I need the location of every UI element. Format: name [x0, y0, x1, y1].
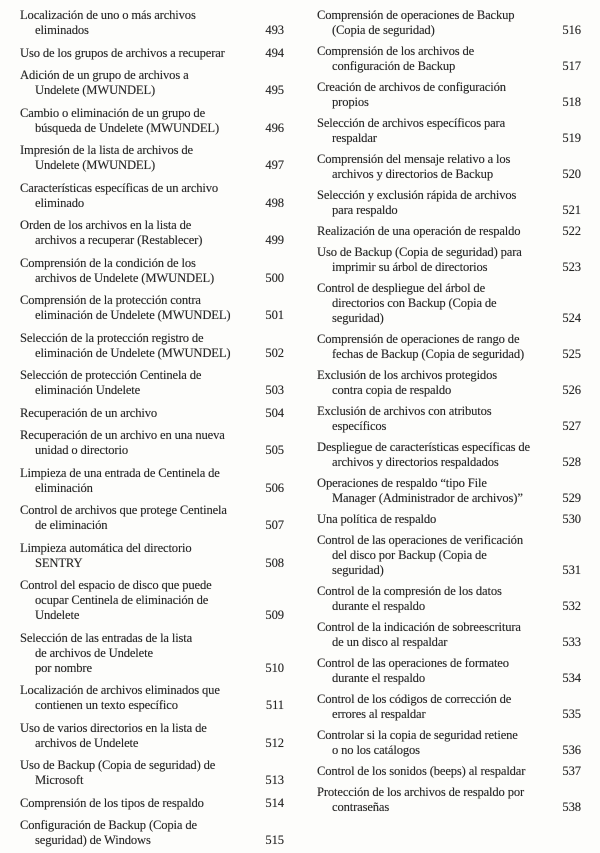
toc-entry-title [20, 406, 250, 421]
toc-entry-page-number: 536 [562, 743, 581, 757]
toc-entry [317, 224, 581, 239]
toc-entry-page-number: 519 [562, 131, 581, 145]
toc-entry-line: Impresión de la lista de archivos de [20, 143, 193, 157]
toc-entry-line: archivos y directorios de Backup [332, 167, 493, 181]
toc-entry [317, 332, 581, 362]
toc-entry [317, 584, 581, 614]
toc-entry-line: Undelete [35, 608, 80, 622]
toc-entry-title [317, 785, 547, 815]
toc-entry-title [20, 68, 250, 98]
toc-entry-line: unidad o directorio [35, 443, 128, 457]
toc-entry [317, 785, 581, 815]
toc-entry-line: respaldar [332, 131, 377, 145]
toc-entry-page-number: 500 [265, 270, 284, 285]
toc-entry-line: Exclusión de los archivos protegidos [317, 368, 497, 382]
toc-entry-line: Control de archivos que protege Centinela [20, 503, 227, 517]
toc-entry-line: Control de las operaciones de verificación [317, 533, 523, 547]
toc-entry-title [317, 692, 547, 722]
toc-entry-line: Una política de respaldo [317, 512, 437, 526]
toc-entry-page-number: 514 [265, 795, 284, 810]
toc-entry-page-number: 533 [562, 635, 581, 649]
toc-entry [20, 181, 284, 211]
toc-entry [317, 620, 581, 650]
toc-entry-page-number: 504 [265, 405, 284, 420]
toc-entry [317, 44, 581, 74]
toc-entry-line: directorios con Backup (Copia de [332, 296, 497, 310]
toc-entry [20, 578, 284, 623]
toc-entry [317, 476, 581, 506]
toc-entry-title [20, 578, 250, 623]
toc-entry-page-number: 495 [265, 83, 284, 97]
toc-entry-title [20, 8, 250, 38]
toc-entry-line: Manager (Administrador de archivos)” [332, 491, 523, 505]
toc-entry-line: Control de despliegue del árbol de [317, 281, 486, 295]
toc-entry-line: contraseñas [332, 800, 390, 814]
toc-entry-title [20, 683, 250, 713]
toc-entry-line: Limpieza automática del directorio [20, 540, 192, 555]
toc-entry-title [317, 584, 547, 614]
toc-entry-page-number: 530 [562, 512, 581, 526]
toc-entry-line: configuración de Backup [332, 59, 456, 73]
toc-entry [317, 80, 581, 110]
toc-entry-title [20, 758, 250, 788]
toc-entry-line: Control de la compresión de los datos [317, 584, 502, 598]
toc-entry-page-number: 502 [265, 345, 284, 360]
toc-entry-line: Localización de archivos eliminados que [20, 683, 220, 697]
toc-entry [317, 8, 581, 38]
toc-entry-line: eliminación de Undelete (MWUNDEL) [35, 345, 231, 360]
toc-entry [317, 245, 581, 275]
toc-entry-line: Microsoft [35, 773, 84, 787]
toc-entry-line: archivos de Undelete (MWUNDEL) [35, 270, 215, 285]
toc-entry-line: Recuperación de un archivo [20, 405, 158, 420]
toc-entry-page-number: 529 [562, 491, 581, 505]
toc-entry-line: durante el respaldo [332, 671, 425, 685]
toc-entry-page-number: 493 [265, 23, 284, 37]
toc-entry-line: Protección de los archivos de respaldo por [317, 785, 525, 799]
toc-entry [20, 631, 284, 676]
toc-entry [20, 68, 284, 98]
toc-entry-page-number: 522 [562, 224, 581, 238]
toc-entry-page-number: 508 [265, 555, 284, 570]
toc-entry [20, 503, 284, 533]
toc-entry-page-number: 509 [265, 608, 284, 622]
toc-entry-line: seguridad) [332, 563, 384, 577]
toc-entry-line: eliminación [35, 480, 93, 495]
toc-entry-line: Controlar si la copia de seguridad retiene [317, 728, 518, 742]
toc-entry-page-number: 494 [265, 45, 284, 60]
toc-entry-line: Uso de varios directorios en la lista de [20, 720, 207, 735]
toc-entry-page-number: 518 [562, 95, 581, 109]
toc-entry-line: Comprensión de operaciones de Backup [317, 8, 515, 22]
toc-entry [20, 818, 284, 848]
toc-entry-title [317, 245, 547, 275]
toc-entry-title [317, 512, 547, 527]
toc-entry-title [317, 368, 547, 398]
toc-entry-title [317, 533, 547, 578]
toc-entry-page-number: 521 [562, 203, 581, 217]
toc-entry-page-number: 512 [265, 735, 284, 750]
toc-entry-line: del disco por Backup (Copia de [332, 548, 487, 562]
toc-entry-line: Selección de la protección registro de [20, 330, 204, 345]
toc-entry-title [20, 106, 250, 136]
toc-entry [317, 116, 581, 146]
toc-entry-line: Control de la indicación de sobreescritura [317, 620, 521, 634]
toc-entry-page-number: 523 [562, 260, 581, 274]
toc-entry-line: eliminación Undelete [35, 383, 141, 397]
toc-entry-title [317, 764, 547, 779]
toc-entry-title [317, 188, 547, 218]
toc-entry [20, 293, 284, 323]
toc-entry-line: (Copia de seguridad) [332, 23, 435, 37]
toc-entry-page-number: 520 [562, 167, 581, 181]
toc-entry [20, 796, 284, 811]
toc-entry-page-number: 524 [562, 311, 581, 325]
toc-entry-page-number: 535 [562, 707, 581, 721]
toc-entry-page-number: 532 [562, 599, 581, 613]
toc-entry-line: Comprensión de los archivos de [317, 44, 475, 58]
toc-entry-line: eliminación de Undelete (MWUNDEL) [35, 308, 231, 322]
toc-entry-line: Control de los códigos de corrección de [317, 692, 512, 706]
toc-entry-line: Configuración de Backup (Copia de [20, 818, 197, 832]
toc-column-left [20, 8, 284, 853]
toc-entry-page-number: 538 [562, 800, 581, 814]
toc-entry-line: fechas de Backup (Copia de seguridad) [332, 347, 525, 361]
toc-entry-line: contra copia de respaldo [332, 383, 452, 397]
toc-entry [20, 466, 284, 496]
toc-entry-line: seguridad) de Windows [35, 833, 151, 847]
toc-entry-title [317, 656, 547, 686]
toc-entry-page-number: 528 [562, 455, 581, 469]
toc-entry-line: Selección y exclusión rápida de archivos [317, 188, 517, 202]
toc-entry [20, 218, 284, 248]
toc-entry-title [20, 721, 250, 751]
toc-entry-line: Características específicas de un archivo [20, 180, 219, 195]
toc-entry [20, 8, 284, 38]
toc-entry-line: búsqueda de Undelete (MWUNDEL) [35, 120, 219, 135]
toc-entry-title [20, 218, 250, 248]
toc-entry-line: Exclusión de archivos con atributos [317, 404, 492, 418]
toc-entry-title [20, 541, 250, 571]
toc-entry-line: Creación de archivos de configuración [317, 80, 506, 94]
toc-entry-page-number: 498 [265, 195, 284, 210]
toc-entry-line: archivos a recuperar (Restablecer) [35, 233, 203, 247]
toc-entry-line: Undelete (MWUNDEL) [35, 158, 156, 172]
toc-entry-line: Operaciones de respaldo “tipo File [317, 476, 487, 490]
toc-entry-title [20, 796, 250, 811]
toc-entry-line: Orden de los archivos en la lista de [20, 218, 192, 232]
toc-entry [20, 428, 284, 458]
toc-entry-page-number: 531 [562, 563, 581, 577]
toc-entry-line: errores al respaldar [332, 707, 426, 721]
toc-entry-line: Undelete (MWUNDEL) [35, 83, 156, 97]
toc-entry-page-number: 537 [562, 764, 581, 778]
toc-entry-line: archivos y directorios respaldados [332, 455, 499, 469]
toc-entry-title [317, 80, 547, 110]
toc-entry-line: por nombre [35, 660, 92, 675]
toc-entry [317, 188, 581, 218]
toc-entry-page-number: 507 [265, 518, 284, 532]
toc-entry-page-number: 496 [265, 120, 284, 135]
toc-entry-line: Selección de protección Centinela de [20, 368, 202, 382]
toc-entry-line: propios [332, 95, 369, 109]
toc-entry-line: Comprensión de operaciones de rango de [317, 332, 520, 346]
toc-entry [20, 106, 284, 136]
toc-entry [20, 758, 284, 788]
toc-entry-page-number: 517 [562, 59, 581, 73]
toc-entry-line: Comprensión del mensaje relativo a los [317, 152, 511, 166]
toc-entry [317, 440, 581, 470]
toc-entry-title [20, 368, 250, 398]
toc-entry-title [317, 116, 547, 146]
toc-entry-title [20, 181, 250, 211]
toc-entry-page-number: 499 [265, 233, 284, 247]
toc-entry [20, 331, 284, 361]
toc-entry-title [20, 143, 250, 173]
toc-entry [317, 533, 581, 578]
toc-entry [317, 152, 581, 182]
toc-entry-line: específicos [332, 419, 387, 433]
toc-entry-title [317, 8, 547, 38]
toc-entry [20, 406, 284, 421]
toc-entry-line: de un disco al respaldar [332, 635, 448, 649]
toc-entry-title [20, 466, 250, 496]
toc-entry-line: Control de los sonidos (beeps) al respaldar [317, 764, 526, 778]
toc-entry-title [317, 224, 547, 239]
toc-entry-page-number: 506 [265, 480, 284, 495]
toc-entry-line: Control del espacio de disco que puede [20, 578, 212, 592]
toc-entry-line: imprimir su árbol de directorios [332, 260, 488, 274]
toc-entry-line: Uso de Backup (Copia de seguridad) para [317, 245, 522, 259]
toc-entry-line: Adición de un grupo de archivos a [20, 68, 189, 82]
toc-entry-page-number: 525 [562, 347, 581, 361]
toc-entry-line: Localización de uno o más archivos [20, 8, 196, 22]
toc-entry-line: Uso de los grupos de archivos a recuperar [20, 45, 225, 60]
toc-entry-line: Comprensión de la protección contra [20, 293, 201, 307]
toc-entry-title [20, 46, 250, 61]
toc-entry-line: o no los catálogos [332, 743, 420, 757]
toc-entry-title [317, 476, 547, 506]
toc-entry-title [20, 818, 250, 848]
toc-entry [20, 368, 284, 398]
toc-entry [317, 512, 581, 527]
toc-entry-title [317, 404, 547, 434]
toc-entry-page-number: 534 [562, 671, 581, 685]
toc-entry-title [317, 620, 547, 650]
toc-entry-line: Cambio o eliminación de un grupo de [20, 105, 206, 120]
toc-entry-line: de archivos de Undelete [35, 645, 153, 660]
toc-entry-line: para respaldo [332, 203, 398, 217]
toc-entry-page-number: 505 [265, 443, 284, 457]
toc-entry-page-number: 510 [265, 660, 284, 675]
toc-entry-page-number: 515 [265, 833, 284, 847]
toc-entry-title [317, 440, 547, 470]
toc-entry-line: ocupar Centinela de eliminación de [35, 593, 209, 607]
toc-entry-line: Realización de una operación de respaldo [317, 224, 521, 238]
toc-entry-line: contienen un texto específico [35, 698, 178, 712]
toc-entry [317, 368, 581, 398]
toc-entry-line: Limpieza de una entrada de Centinela de [20, 465, 220, 480]
toc-entry-page-number: 526 [562, 383, 581, 397]
toc-column-right [317, 8, 581, 821]
toc-entry-page-number: 527 [562, 419, 581, 433]
toc-entry-title [317, 728, 547, 758]
toc-entry-title [20, 331, 250, 361]
toc-entry-line: eliminados [35, 23, 89, 37]
toc-entry-title [20, 631, 250, 676]
toc-entry-title [317, 281, 547, 326]
toc-entry [20, 721, 284, 751]
toc-entry [20, 256, 284, 286]
toc-entry-page-number: 513 [265, 773, 284, 787]
toc-entry-line: Control de las operaciones de formateo [317, 656, 509, 670]
toc-entry-line: eliminado [35, 195, 85, 210]
toc-entry-line: Selección de las entradas de la lista [20, 630, 193, 645]
toc-entry [20, 46, 284, 61]
toc-entry-line: Recuperación de un archivo en una nueva [20, 428, 225, 442]
toc-entry-line: seguridad) [332, 311, 384, 325]
toc-entry-title [317, 332, 547, 362]
toc-entry-page-number: 511 [265, 698, 284, 712]
toc-entry-title [20, 256, 250, 286]
toc-entry-title [20, 428, 250, 458]
toc-entry-page-number: 503 [265, 383, 284, 397]
toc-entry-title [20, 293, 250, 323]
toc-entry-line: Selección de archivos específicos para [317, 116, 506, 130]
toc-entry [317, 404, 581, 434]
toc-entry-line: archivos de Undelete [35, 735, 139, 750]
toc-entry-title [317, 44, 547, 74]
toc-entry-line: SENTRY [35, 555, 83, 570]
toc-entry-line: de eliminación [35, 518, 108, 532]
toc-entry [317, 692, 581, 722]
toc-entry [20, 541, 284, 571]
toc-entry [20, 143, 284, 173]
toc-entry-line: durante el respaldo [332, 599, 425, 613]
toc-entry-line: Despliegue de características específicas de [317, 440, 530, 454]
toc-entry-page-number: 497 [265, 158, 284, 172]
toc-entry-page-number: 516 [562, 23, 581, 37]
toc-entry-page-number: 501 [265, 308, 284, 322]
toc-entry [317, 764, 581, 779]
toc-entry-line: Comprensión de los tipos de respaldo [20, 795, 204, 810]
toc-entry-line: Comprensión de la condición de los [20, 255, 196, 270]
toc-entry [317, 728, 581, 758]
toc-entry-title [20, 503, 250, 533]
toc-entry-line: Uso de Backup (Copia de seguridad) de [20, 758, 216, 772]
toc-entry-title [317, 152, 547, 182]
toc-entry [317, 656, 581, 686]
toc-entry [317, 281, 581, 326]
toc-entry [20, 683, 284, 713]
